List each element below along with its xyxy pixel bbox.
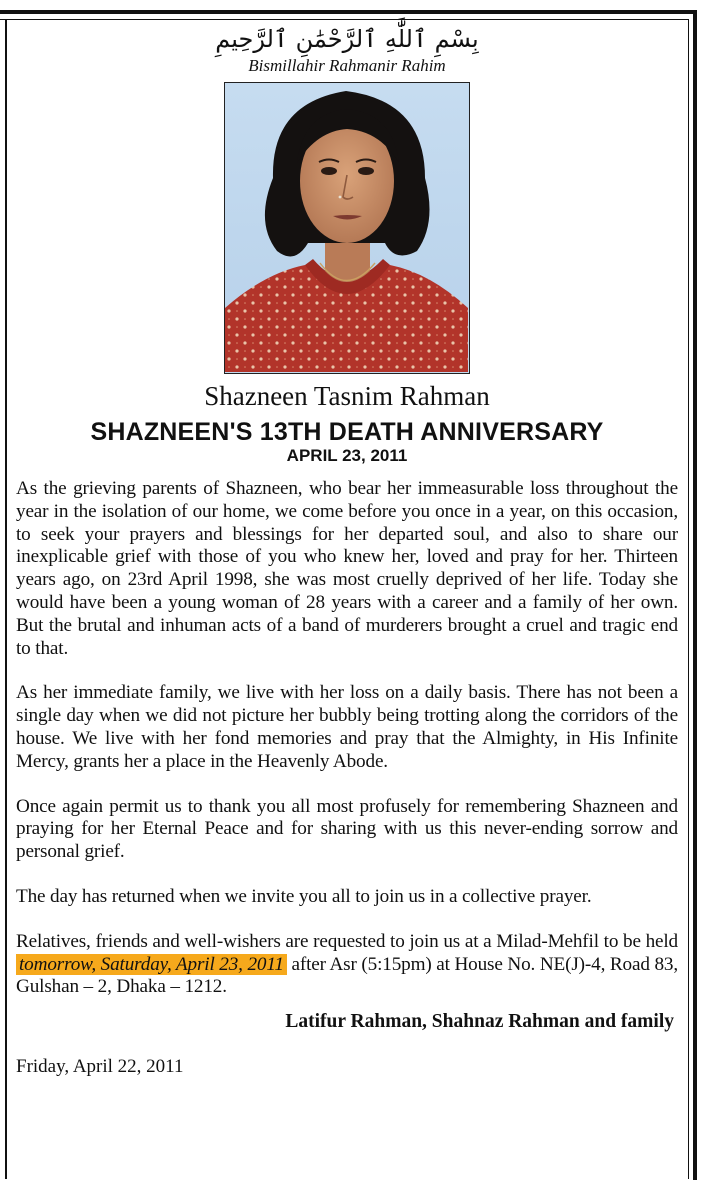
paragraph-4: The day has returned when we invite you all to join us in a collective prayer. bbox=[16, 885, 592, 907]
milad-invite-text: Relatives, friends and well-wishers are requested to join us at a Milad-Mehfil to be held bbox=[16, 930, 678, 952]
bismillah-transliteration: Bismillahir Rahmanir Rahim bbox=[248, 56, 446, 75]
publication-date: Friday, April 22, 2011 bbox=[16, 1056, 184, 1078]
paragraph-5 bbox=[16, 931, 678, 999]
paragraph-3: Once again permit us to thank you all most profusely for remembering Shazneen and praying for her Eternal Peace and for sharing with us this never-ending sorrow and personal grief. bbox=[16, 795, 678, 863]
highlighted-date: tomorrow, Saturday, April 23, 2011 bbox=[16, 954, 287, 975]
paragraph-2: As her immediate family, we live with her loss on a daily basis. There has not been a single day when we did not picture her bubbly being trotting along the corridors of the house. We live with her fond memories and pray that the Almighty, in His Infinite Mercy, grants her a place in the Heavenly Abode. bbox=[16, 682, 678, 772]
obituary-notice bbox=[16, 24, 678, 1078]
arabic-calligraphy: بِسْمِ ٱللَّٰهِ ٱلرَّحْمَٰنِ ٱلرَّحِيمِ bbox=[215, 25, 479, 53]
milad-location-text: after Asr (5:15pm) at House No. NE(J)-4, Road 83, Gulshan – 2, Dhaka – 1212. bbox=[16, 953, 678, 998]
deceased-name: Shazneen Tasnim Rahman bbox=[204, 381, 490, 411]
portrait-photo bbox=[224, 82, 470, 374]
anniversary-date: APRIL 23, 2011 bbox=[286, 446, 408, 465]
anniversary-headline: SHAZNEEN'S 13TH DEATH ANNIVERSARY bbox=[90, 418, 604, 446]
left-border bbox=[5, 19, 7, 1179]
signature: Latifur Rahman, Shahnaz Rahman and family bbox=[285, 1011, 674, 1033]
paragraph-1: As the grieving parents of Shazneen, who bear her immeasurable loss throughout the year in the isolation of our home, we come before you once in a year, on this occasion, to seek your prayers and blessings for her departed soul, and also to share our inexplicable grief with those of you who knew her, loved and pray for her. Thirteen years ago, on 23rd April 1998, she was most cruelly deprived of her life. Today she would have been a young woman of 28 years with a career and a family of her own. But the brutal and inhuman acts of a band of murderers brought a cruel and tragic end to that. bbox=[16, 478, 678, 659]
